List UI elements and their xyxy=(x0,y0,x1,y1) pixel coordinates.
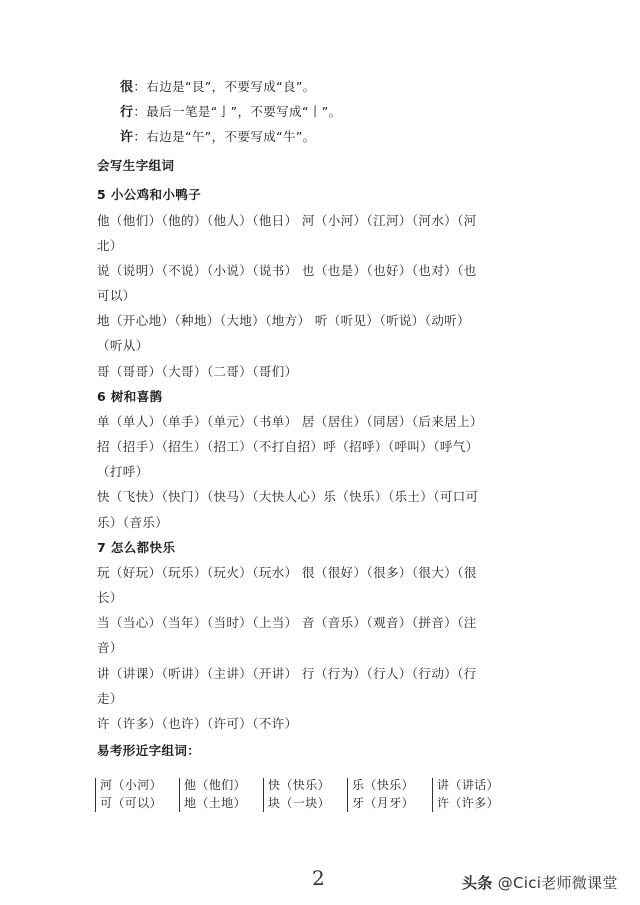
page-number: 2 xyxy=(312,866,325,890)
compare-bottom: 牙（月牙） xyxy=(352,796,415,810)
note-char: 很 xyxy=(120,80,134,95)
brace-mark xyxy=(95,778,98,812)
word-line: 讲（讲课）（听讲）（主讲）（开讲） 行（行为）（行人）（行动）（行 xyxy=(97,666,477,681)
compare-pair xyxy=(268,776,330,812)
compare-top: 讲（讲话） xyxy=(437,778,500,792)
word-line: 他（他们）（他的）（他人）（他日） 河（小河）（江河）（河水）（河 xyxy=(97,213,477,228)
compare-top: 他（他们） xyxy=(184,778,247,792)
lesson-title: 6 树和喜鹊 xyxy=(97,389,163,404)
word-line: 玩（好玩）（玩乐）（玩火）（玩水） 很（很好）（很多）（很大）（很 xyxy=(97,565,477,580)
watermark-logo: 头条 xyxy=(462,874,493,892)
word-line: 当（当心）（当年）（当时）（上当） 音（音乐）（观音）（拼音）（注 xyxy=(97,615,477,630)
note-line xyxy=(120,104,342,121)
compare-pair xyxy=(352,776,414,812)
note-line xyxy=(120,129,316,146)
word-line: 招（招手）（招生）（招工）（不打自招）呼（招呼）（呼叫）（呼气） xyxy=(97,439,479,454)
compare-bottom: 可（可以） xyxy=(100,796,163,810)
compare-bottom: 许（许多） xyxy=(437,796,500,810)
note-text: ：最后一笔是“亅”，不要写成“丨”。 xyxy=(133,104,342,119)
word-line: 哥（哥哥）（大哥）（二哥）（哥们） xyxy=(97,364,298,379)
compare-top: 乐（快乐） xyxy=(352,778,415,792)
watermark-text: @Cici老师微课堂 xyxy=(497,874,618,892)
word-line: 地（开心地）（种地）（大地）（地方） 听（听见）（听说）（动听） xyxy=(97,313,471,328)
lesson-title: 5 小公鸡和小鸭子 xyxy=(97,187,202,202)
compare-pair xyxy=(100,776,162,812)
word-line: 走） xyxy=(97,691,123,706)
watermark xyxy=(462,872,618,893)
note-char: 许 xyxy=(120,130,134,145)
word-line: 可以） xyxy=(97,288,136,303)
word-line: 长） xyxy=(97,590,123,605)
note-text: ：右边是“午”，不要写成“牛”。 xyxy=(133,129,316,144)
compare-top: 快（快乐） xyxy=(268,778,331,792)
note-char: 行 xyxy=(120,105,134,120)
note-line xyxy=(120,79,316,96)
compare-pair xyxy=(184,776,246,812)
word-line: （听从） xyxy=(97,338,149,353)
section-title: 会写生字组词 xyxy=(97,158,175,173)
word-line: 音） xyxy=(97,640,123,655)
compare-pair xyxy=(437,776,499,812)
word-line: 单（单人）（单手）（单元）（书单） 居（居住）（同居）（后来居上） xyxy=(97,414,483,429)
compare-bottom: 块（一块） xyxy=(268,796,331,810)
word-line: 许（许多）（也许）（许可）（不许） xyxy=(97,716,298,731)
compare-top: 河（小河） xyxy=(100,778,163,792)
word-line: （打呼） xyxy=(97,464,149,479)
note-text: ：右边是“艮”，不要写成“良”。 xyxy=(133,79,316,94)
word-line: 快（飞快）（快门）（快马）（大快人心）乐（快乐）（乐土）（可口可 xyxy=(97,489,479,504)
brace-mark xyxy=(263,778,266,812)
lesson-title: 7 怎么都快乐 xyxy=(97,540,176,555)
word-line: 说（说明）（不说）（小说）（说书） 也（也是）（也好）（也对）（也 xyxy=(97,263,477,278)
compare-title: 易考形近字组词： xyxy=(97,743,201,758)
brace-mark xyxy=(432,778,435,812)
brace-mark xyxy=(347,778,350,812)
brace-mark xyxy=(179,778,182,812)
word-line: 北） xyxy=(97,238,123,253)
word-line: 乐）（音乐） xyxy=(97,515,169,530)
compare-bottom: 地（土地） xyxy=(184,796,247,810)
